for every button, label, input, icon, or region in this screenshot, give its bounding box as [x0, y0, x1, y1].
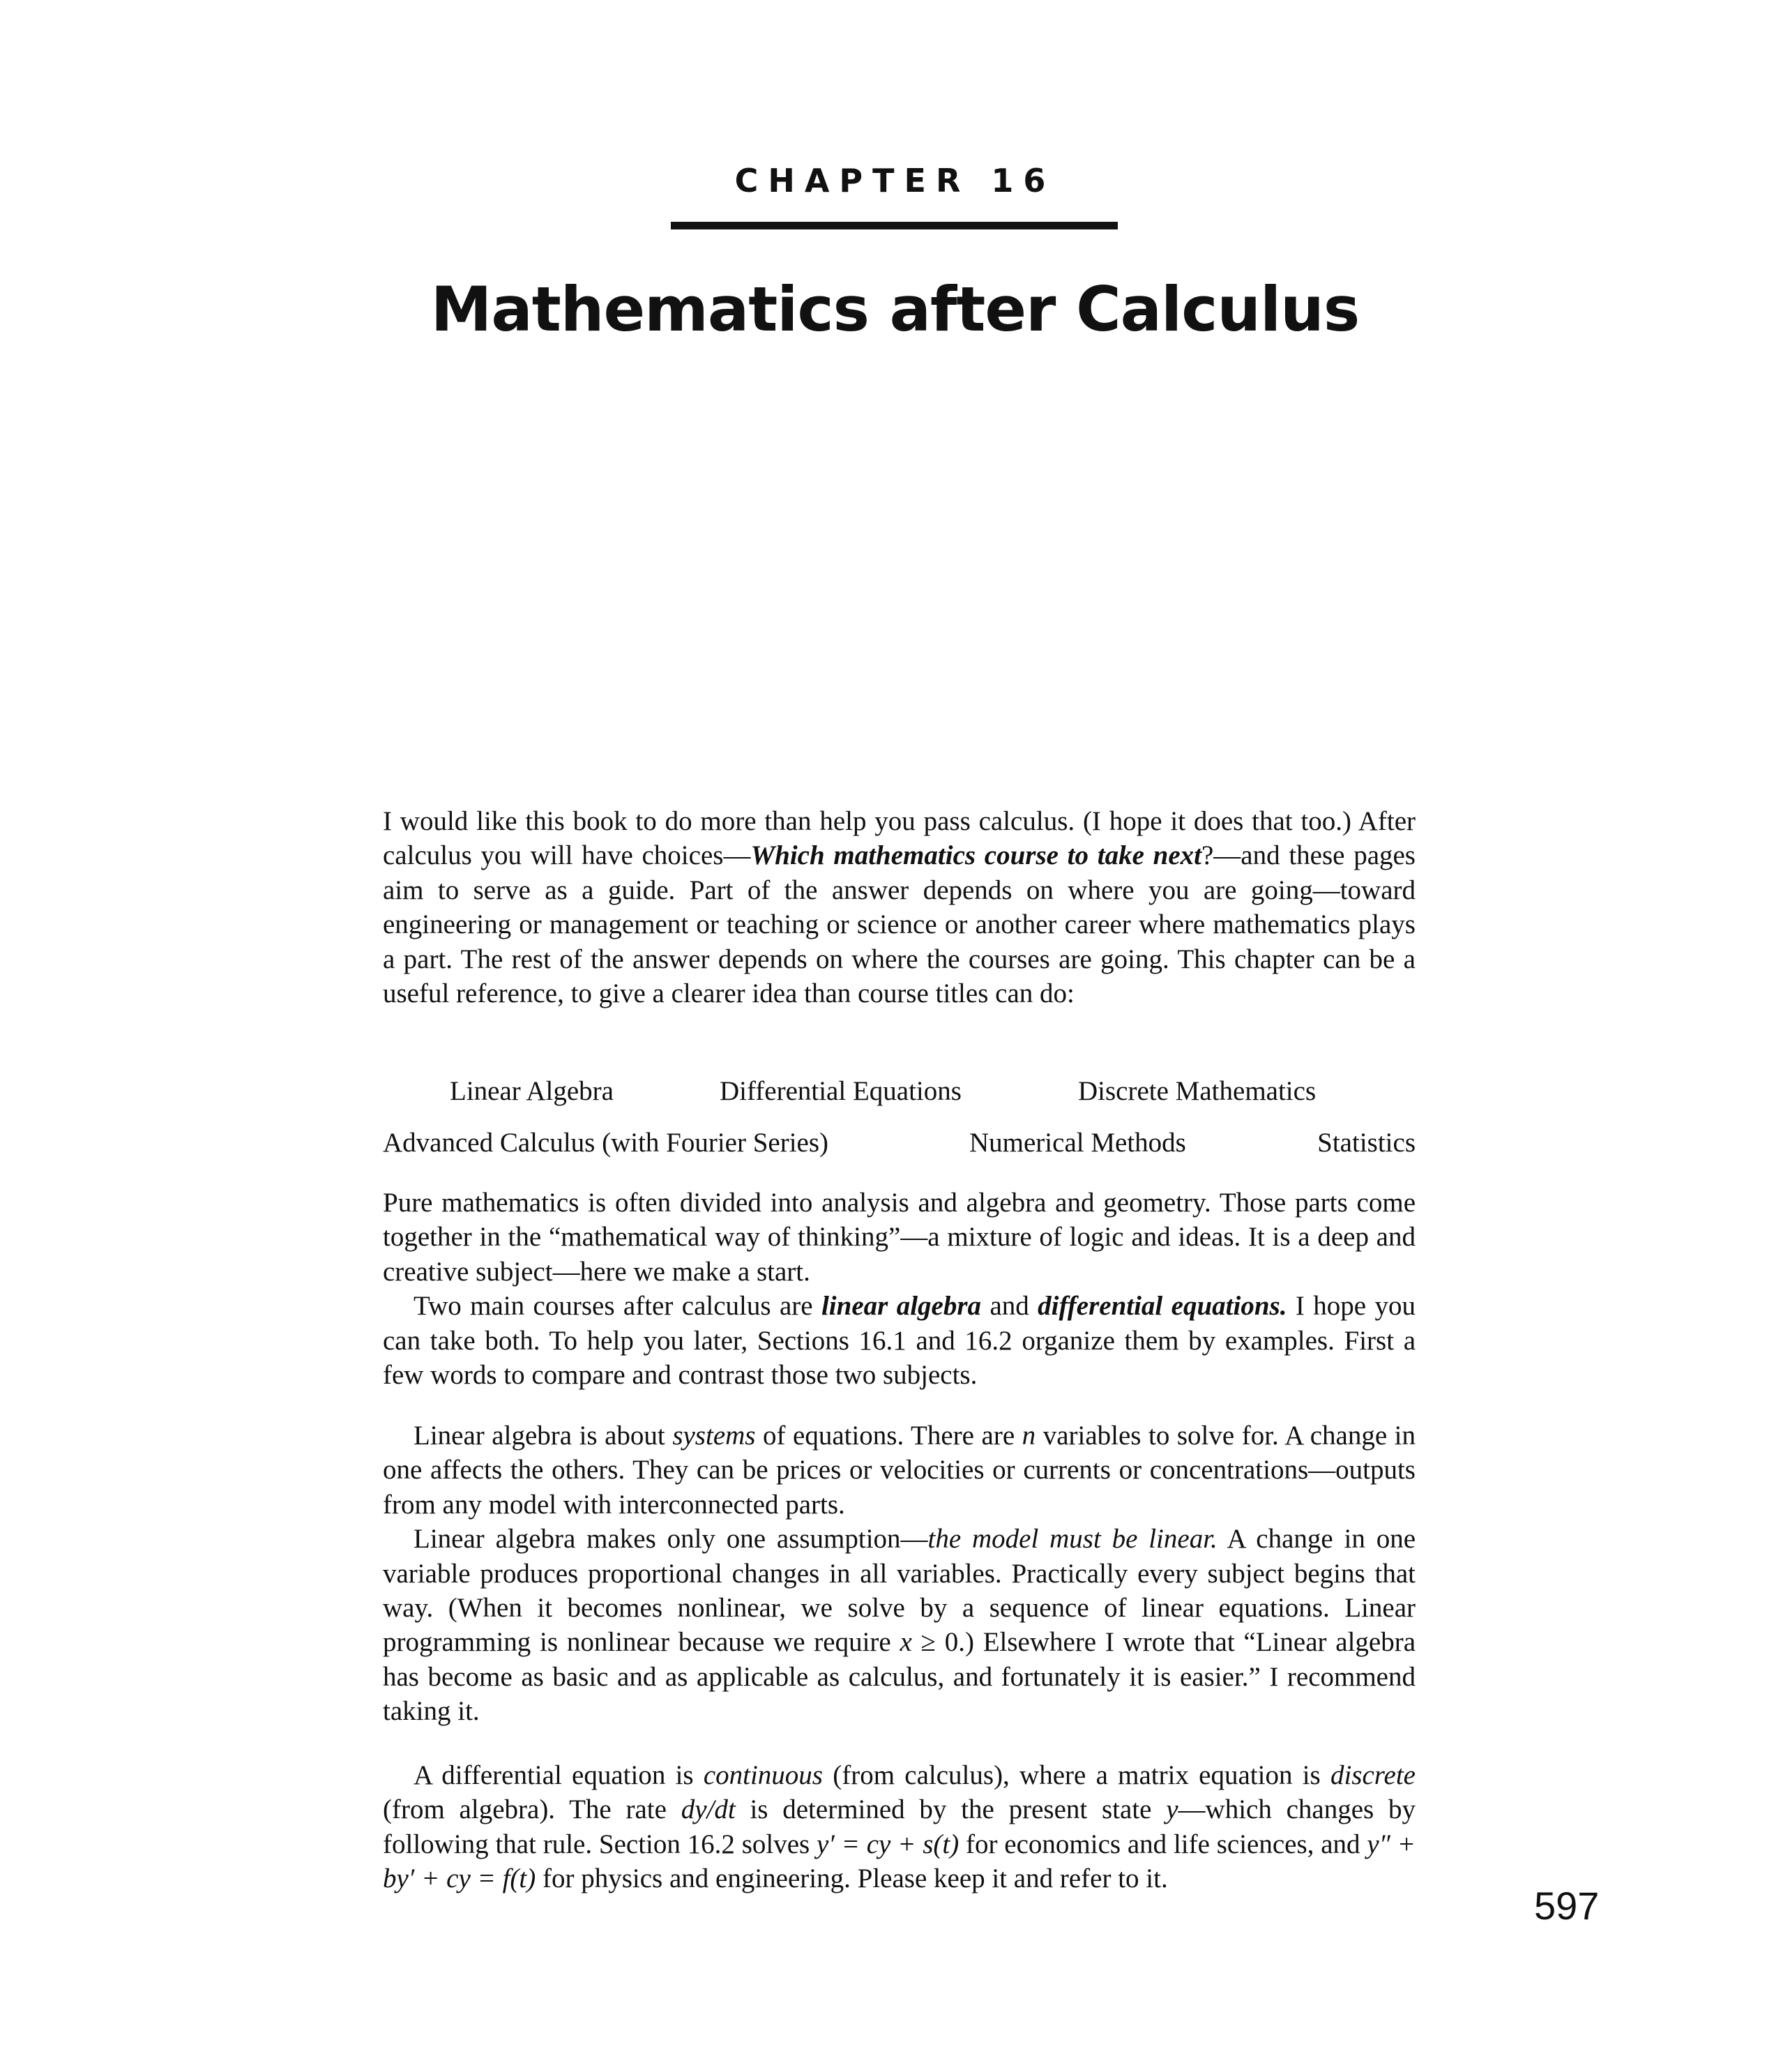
course-numerical-methods: Numerical Methods — [969, 1128, 1186, 1158]
text-segment: n — [1022, 1421, 1036, 1451]
two-main-courses-text — [383, 1289, 1416, 1392]
text-segment: I would like this book to do more than help you pass calculus. (I hope it does that too.) After calculus you will have choices— — [383, 806, 1416, 871]
course-linear-algebra: Linear Algebra — [450, 1076, 614, 1106]
text-segment: differential equations. — [1038, 1291, 1287, 1322]
text-segment: Two main courses after calculus are — [414, 1291, 821, 1322]
course-advanced-calculus: Advanced Calculus (with Fourier Series) — [383, 1128, 829, 1158]
text-segment: y — [1166, 1794, 1178, 1825]
text-segment: ?—and these pages aim to serve as a guide. Part of the answer depends on where you are going—toward engineering or management or teaching or science or another career where mathematics plays a part. The rest of the answer depends on where the courses are going. This chapter can be a useful reference, to give a clearer idea than course titles can do: — [383, 840, 1416, 1009]
intro-text — [383, 804, 1416, 1011]
text-segment: —which changes by following that rule. Section 16.2 solves — [383, 1794, 1416, 1859]
pure-math-paragraphs — [383, 1186, 1416, 1392]
linear-algebra-systems-text — [383, 1419, 1416, 1522]
linear-algebra-paragraphs — [383, 1419, 1416, 1729]
intro-paragraph — [383, 804, 1416, 1011]
text-segment: y″ + by′ + cy = f(t) — [383, 1829, 1416, 1894]
text-segment: dy/dt — [681, 1794, 736, 1825]
chapter-title: Mathematics after Calculus — [430, 273, 1360, 345]
chapter-label: CHAPTER 16 — [734, 162, 1056, 199]
differential-equation-paragraph — [383, 1758, 1416, 1896]
linear-algebra-assumption-text — [383, 1522, 1416, 1728]
text-segment: linear algebra — [821, 1291, 982, 1322]
text-segment: the model must be linear. — [927, 1524, 1218, 1555]
text-segment: Which mathematics course to take next — [750, 840, 1201, 871]
text-segment: for economics and life sciences, and — [959, 1829, 1367, 1859]
text-segment: continuous — [703, 1760, 823, 1790]
text-segment: systems — [672, 1421, 756, 1451]
text-segment: ≥ 0.) Elsewhere I wrote that “Linear algebra has become as basic and as applicable as calculus, and fortunately it is easier.” I recommend taking it. — [383, 1627, 1416, 1727]
text-segment: A change in one variable produces proportional changes in all variables. Practically every subject begins that way. (When it becomes nonlinear, we solve by a sequence of linear equations. Linear programming is nonlinear because we require — [383, 1524, 1416, 1658]
text-segment: and — [981, 1291, 1038, 1322]
text-segment: I hope you can take both. To help you later, Sections 16.1 and 16.2 organize them by examples. First a few words to compare and contrast those two subjects. — [383, 1291, 1416, 1391]
pure-math-text — [383, 1186, 1416, 1289]
text-segment: A differential equation is — [414, 1760, 704, 1790]
course-statistics: Statistics — [1317, 1128, 1416, 1158]
text-segment: y′ = cy + s(t) — [817, 1829, 960, 1859]
text-segment: Linear algebra is about — [414, 1421, 673, 1451]
text-segment: variables to solve for. A change in one affects the others. They can be prices or velocities or currents or concentrations—outputs from any model with interconnected parts. — [383, 1421, 1416, 1520]
course-discrete-mathematics: Discrete Mathematics — [1078, 1076, 1317, 1106]
page-number: 597 — [1534, 1884, 1600, 1928]
course-differential-equations: Differential Equations — [720, 1076, 962, 1106]
text-segment: Linear algebra makes only one assumption— — [414, 1524, 928, 1555]
text-segment: of equations. There are — [755, 1421, 1022, 1451]
text-segment: for physics and engineering. Please keep it and refer to it. — [536, 1863, 1168, 1894]
text-segment: Pure mathematics is often divided into analysis and algebra and geometry. Those parts come together in the “mathematical way of thinking”—a mixture of logic and ideas. It is a deep and creative subject—here we make a start. — [383, 1188, 1416, 1287]
text-segment: (from algebra). The rate — [383, 1794, 681, 1825]
chapter-rule — [671, 222, 1118, 229]
text-segment: x — [900, 1627, 912, 1658]
text-segment: (from calculus), where a matrix equation is — [823, 1760, 1330, 1790]
text-segment: discrete — [1330, 1760, 1416, 1790]
text-segment: is determined by the present state — [735, 1794, 1167, 1825]
differential-equation-text — [383, 1758, 1416, 1896]
